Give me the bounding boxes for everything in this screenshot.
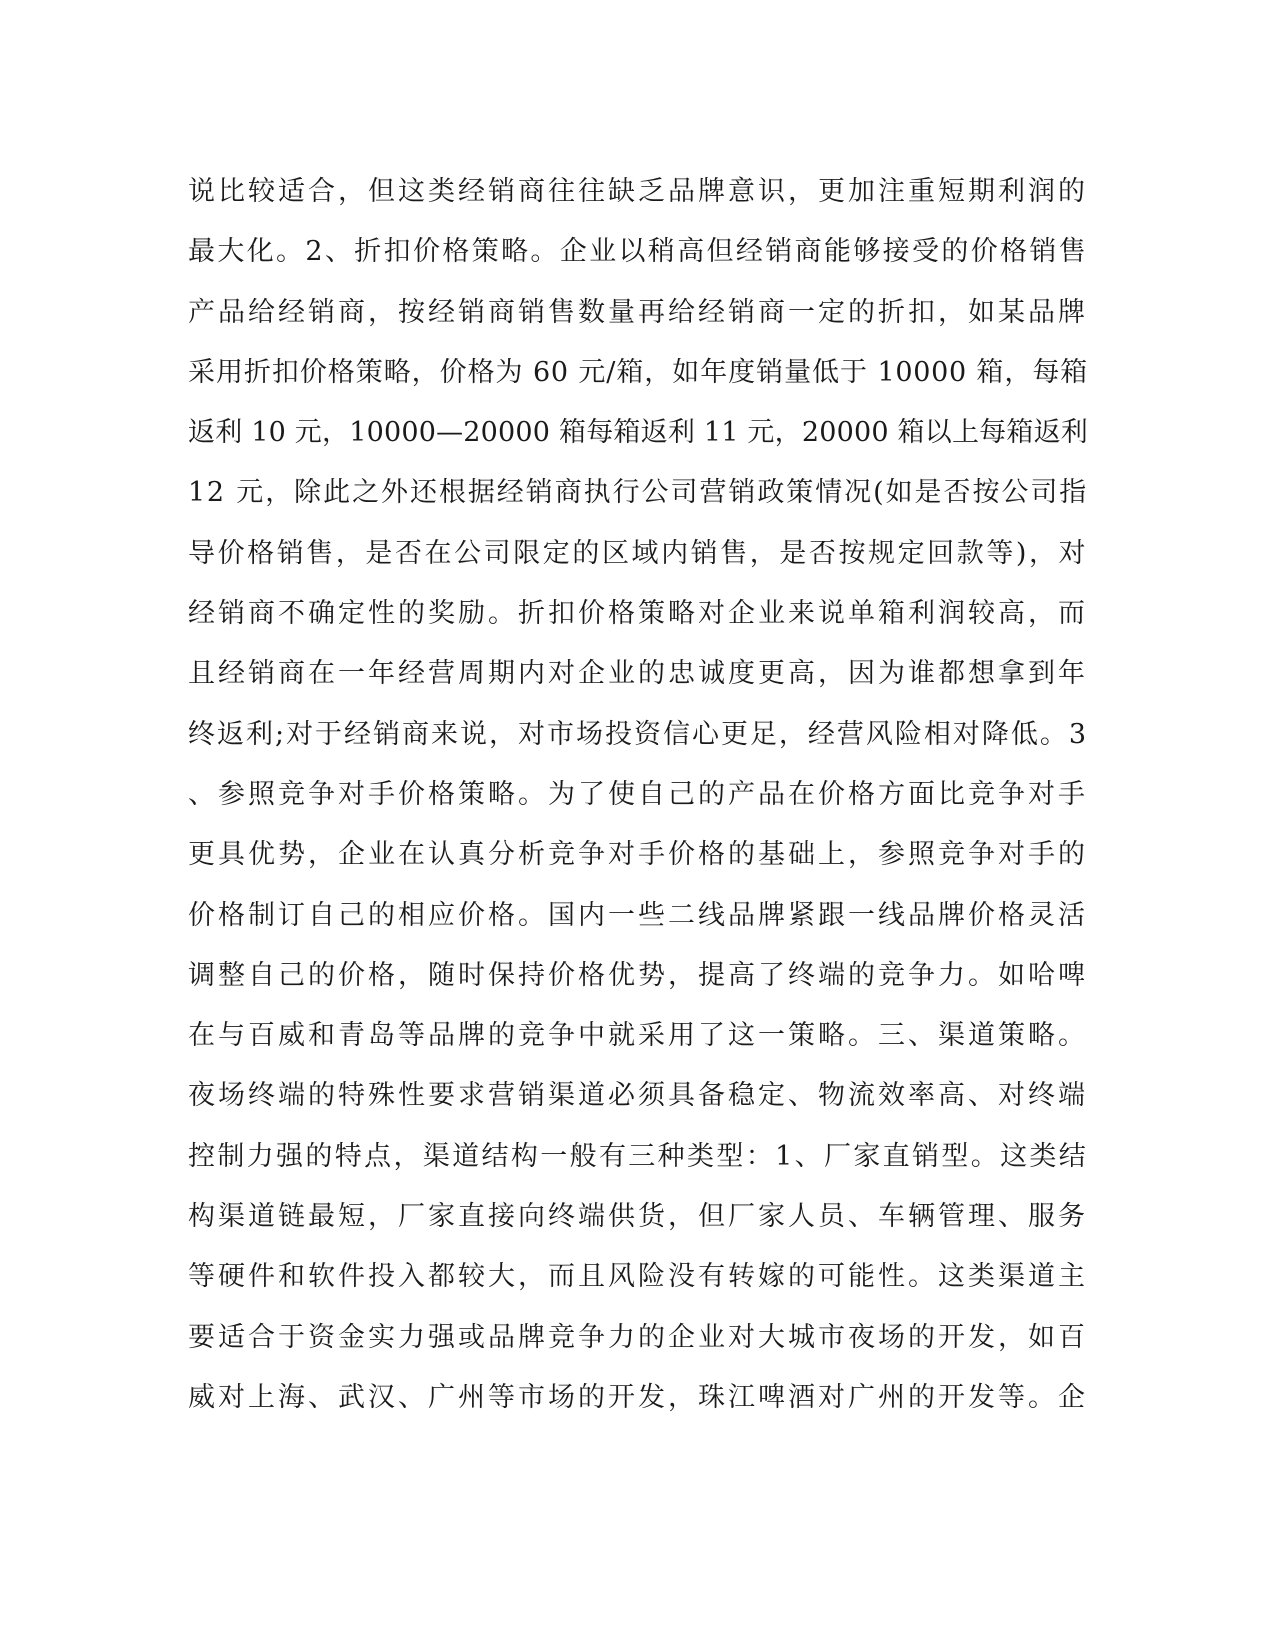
text-line: 导价格销售，是否在公司限定的区域内销售，是否按规定回款等)，对	[188, 537, 1088, 569]
text-line: 夜场终端的特殊性要求营销渠道必须具备稳定、物流效率高、对终端	[188, 1080, 1088, 1112]
text-line: 价格制订自己的相应价格。国内一些二线品牌紧跟一线品牌价格灵活	[188, 899, 1088, 931]
text-line: 产品给经销商，按经销商销售数量再给经销商一定的折扣，如某品牌	[188, 296, 1088, 328]
text-line: 经销商不确定性的奖励。折扣价格策略对企业来说单箱利润较高，而	[188, 598, 1088, 630]
text-line: 终返利;对于经销商来说，对市场投资信心更足，经营风险相对降低。3	[188, 718, 1088, 750]
text-line: 说比较适合，但这类经销商往往缺乏品牌意识，更加注重短期利润的	[188, 176, 1088, 207]
text-line: 返利 10 元，10000—20000 箱每箱返利 11 元，20000 箱以上每箱返利	[188, 417, 1088, 449]
text-line: 、参照竞争对手价格策略。为了使自己的产品在价格方面比竞争对手	[188, 778, 1088, 810]
text-line: 在与百威和青岛等品牌的竞争中就采用了这一策略。三、渠道策略。	[188, 1020, 1088, 1052]
text-line: 等硬件和软件投入都较大，而且风险没有转嫁的可能性。这类渠道主	[188, 1261, 1088, 1293]
text-line: 调整自己的价格，随时保持价格优势，提高了终端的竞争力。如哈啤	[188, 959, 1088, 991]
text-line: 12 元，除此之外还根据经销商执行公司营销政策情况(如是否按公司指	[188, 477, 1088, 509]
text-line: 要适合于资金实力强或品牌竞争力的企业对大城市夜场的开发，如百	[188, 1321, 1088, 1353]
text-line: 控制力强的特点，渠道结构一般有三种类型：1、厂家直销型。这类结	[188, 1140, 1088, 1172]
text-line: 采用折扣价格策略，价格为 60 元/箱，如年度销量低于 10000 箱，每箱	[188, 356, 1088, 388]
text-line: 最大化。2、折扣价格策略。企业以稍高但经销商能够接受的价格销售	[188, 236, 1088, 268]
body-text	[188, 162, 1088, 1428]
text-line: 且经销商在一年经营周期内对企业的忠诚度更高，因为谁都想拿到年	[188, 658, 1088, 690]
text-line: 更具优势，企业在认真分析竞争对手价格的基础上，参照竞争对手的	[188, 839, 1088, 871]
text-line: 威对上海、武汉、广州等市场的开发，珠江啤酒对广州的开发等。企	[188, 1381, 1088, 1413]
text-line: 构渠道链最短，厂家直接向终端供货，但厂家人员、车辆管理、服务	[188, 1201, 1088, 1233]
